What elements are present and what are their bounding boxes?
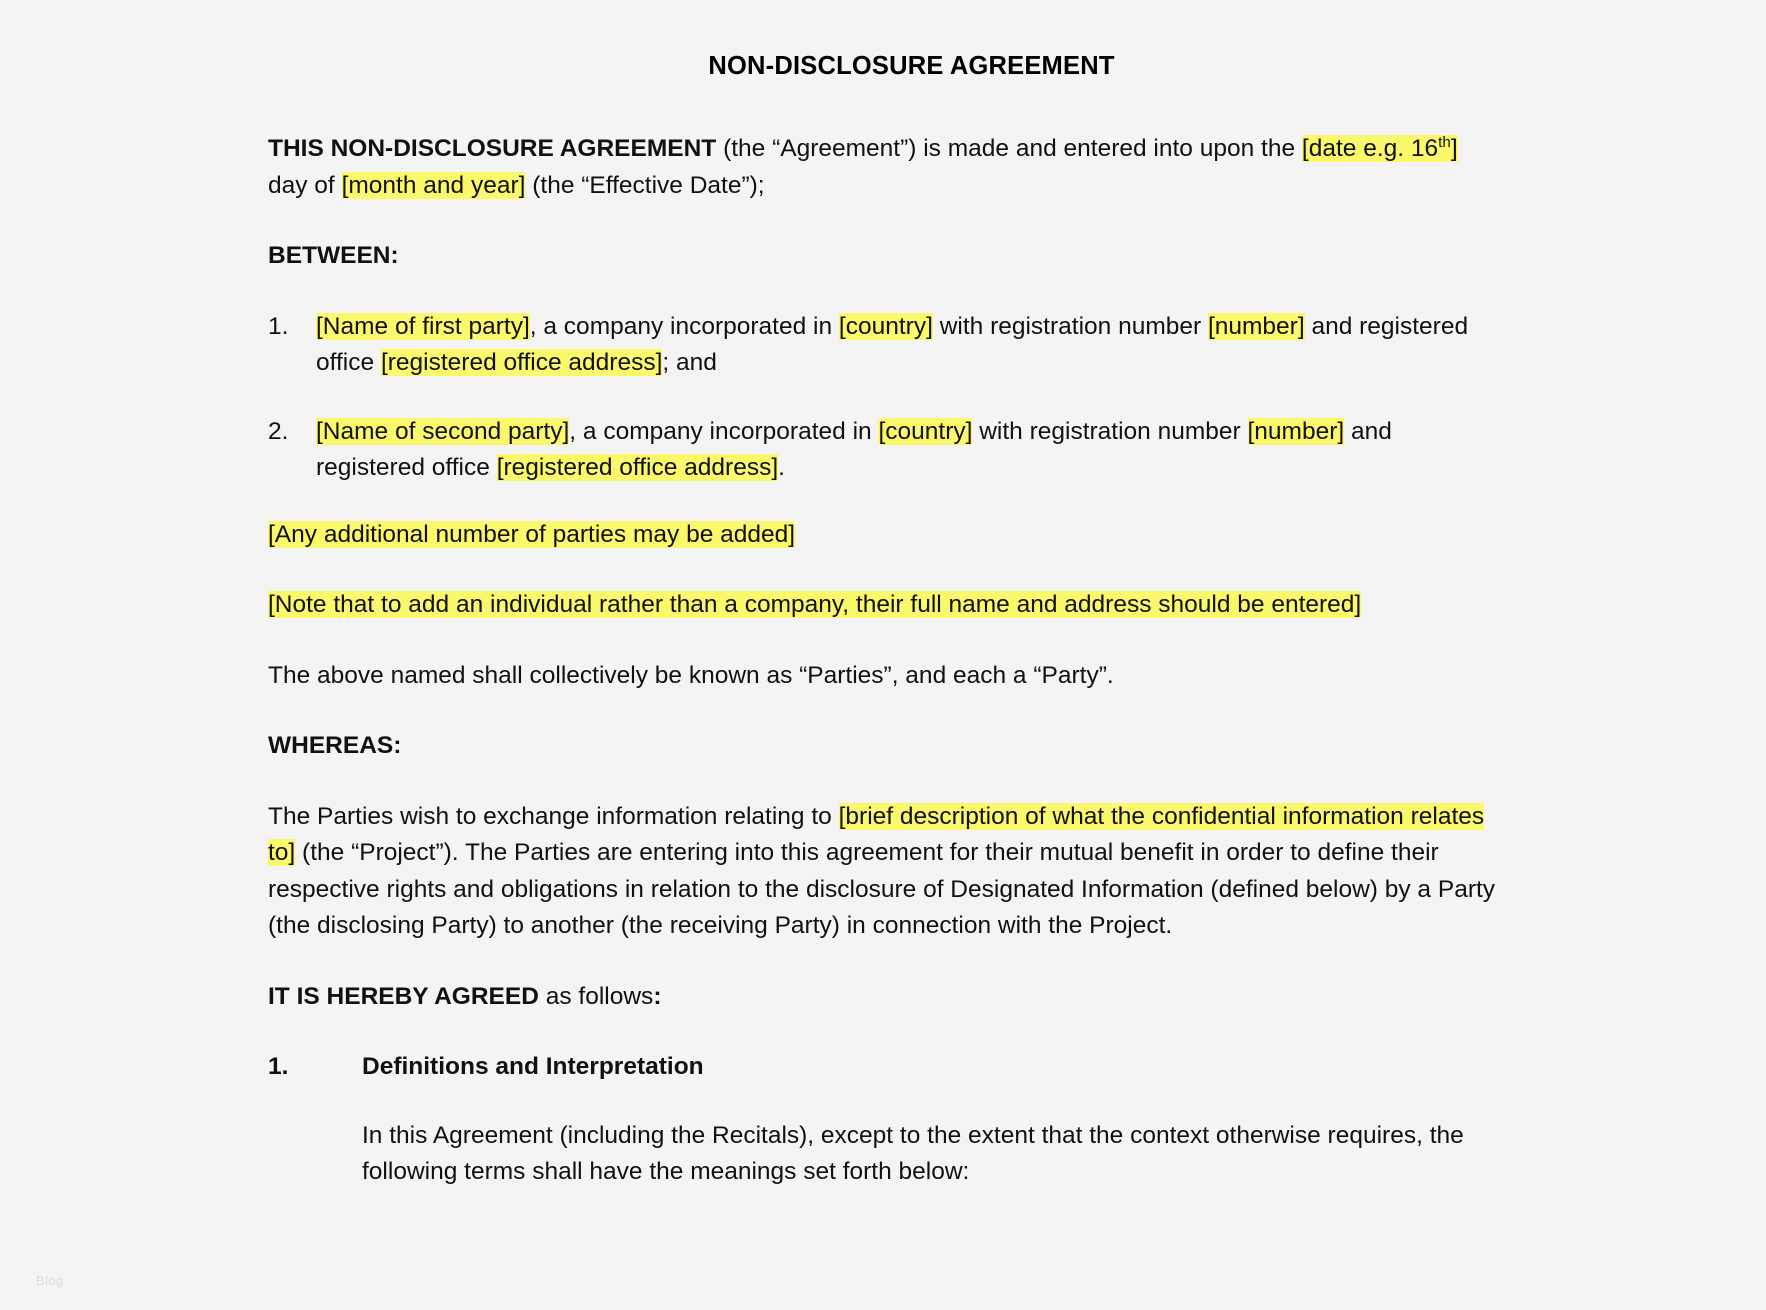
- hereby-agreed-bold: IT IS HEREBY AGREED: [268, 982, 539, 1010]
- note-individual-party: [268, 587, 1500, 624]
- intro-paragraph: [268, 131, 1500, 204]
- whereas-text-end: (the “Project”). The Parties are entering into this agreement for their mutual benefit in order to define their respective rights and obligations in relation to the disclosure of Designated Information (defined below) by a Party (the disclosing Party) to another (the receiving Party) in connection with the Project.: [268, 839, 1496, 939]
- intro-after-lead: (the “Agreement”) is made and entered into upon the: [716, 135, 1302, 162]
- section-1-heading: [268, 1049, 1500, 1086]
- whereas-paragraph: [268, 799, 1500, 945]
- whereas-heading-text: WHEREAS:: [268, 732, 402, 759]
- placeholder-date: [1302, 135, 1458, 162]
- section-1-title: Definitions and Interpretation: [362, 1053, 704, 1080]
- placeholder-second-party-number: [number]: [1247, 417, 1345, 445]
- placeholder-first-party-address: [registered office address]: [380, 349, 663, 376]
- note-individual-party-text: [Note that to add an individual rather than a company, their full name and address should be entered]: [268, 591, 1362, 618]
- placeholder-second-party-name: [Name of second party]: [316, 417, 570, 445]
- document-content: [268, 52, 1500, 1211]
- party-2-number: 2.: [268, 417, 289, 445]
- party-2-text-a: , a company incorporated in: [569, 417, 879, 445]
- section-1-number: 1.: [268, 1053, 289, 1080]
- hereby-agreed-colon: :: [653, 982, 662, 1010]
- placeholder-date-part1: [date e.g. 16: [1301, 135, 1439, 162]
- party-2-text-b: with registration number: [972, 417, 1248, 445]
- note-additional-parties-text: [Any additional number of parties may be added]: [268, 520, 796, 548]
- party-1-text-c: and registered office: [316, 312, 1469, 376]
- placeholder-first-party-number: [number]: [1207, 312, 1305, 340]
- party-2-body: [316, 414, 1500, 487]
- placeholder-month-year: [month and year]: [341, 171, 526, 199]
- whereas-heading: [268, 728, 1500, 765]
- between-heading-text: BETWEEN:: [268, 242, 399, 269]
- hereby-agreed-rest: as follows: [538, 982, 654, 1010]
- placeholder-first-party-country: [country]: [838, 312, 933, 340]
- party-2-text-d: .: [778, 454, 785, 481]
- party-1-number: 1.: [268, 312, 289, 340]
- list-item-party-1: [268, 309, 1500, 382]
- placeholder-second-party-address: [registered office address]: [496, 454, 779, 481]
- party-1-text-a: , a company incorporated in: [529, 312, 839, 340]
- whereas-text-start: The Parties wish to exchange information relating to: [268, 802, 839, 830]
- intro-lead-bold: THIS NON-DISCLOSURE AGREEMENT: [268, 135, 717, 162]
- note-additional-parties: [268, 517, 1500, 554]
- collective-statement: The above named shall collectively be known as “Parties”, and each a “Party”.: [268, 661, 1114, 689]
- watermark-label: Blog: [36, 1273, 64, 1288]
- party-1-text-d: ; and: [662, 349, 717, 376]
- parties-list: [268, 309, 1500, 487]
- placeholder-date-part2: ]: [1450, 135, 1458, 162]
- intro-tail-text: (the “Effective Date”);: [525, 171, 765, 199]
- placeholder-date-ordinal-suffix: th: [1438, 133, 1451, 151]
- placeholder-first-party-name: [Name of first party]: [316, 312, 530, 340]
- party-1-body: [316, 309, 1500, 382]
- between-heading: [268, 238, 1500, 275]
- placeholder-second-party-country: [country]: [878, 417, 973, 445]
- page-title: NON-DISCLOSURE AGREEMENT: [708, 52, 1115, 80]
- hereby-agreed-paragraph: [268, 979, 1500, 1016]
- intro-mid-text: day of: [268, 171, 342, 199]
- placeholder-project-description: [brief description of what the confidential information relates to]: [268, 802, 1485, 866]
- list-item-party-2: [268, 414, 1500, 487]
- section-1-body: In this Agreement (including the Recitals), except to the extent that the context otherwise requires, the following terms shall have the meanings set forth below:: [362, 1121, 1464, 1185]
- party-2-text-c: and registered office: [316, 417, 1392, 481]
- party-1-text-b: with registration number: [932, 312, 1208, 340]
